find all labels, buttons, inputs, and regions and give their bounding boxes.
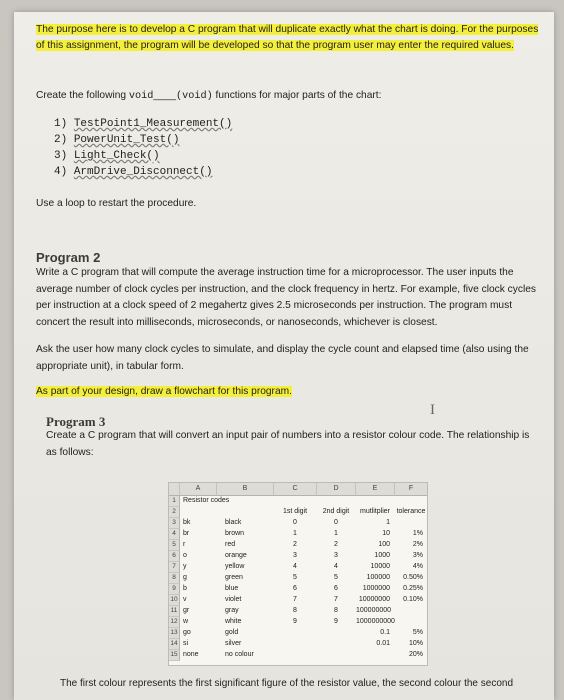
- function-item: 3) Light_Check(): [54, 150, 160, 162]
- cell-abbr: br: [183, 530, 190, 537]
- row-number: 12: [169, 617, 180, 628]
- cell-color: silver: [225, 640, 242, 647]
- function-item: 2) PowerUnit_Test(): [54, 134, 180, 146]
- cell-1st-digit: [274, 650, 316, 660]
- row-number: 8: [169, 573, 180, 584]
- cell-tolerance: 1%: [412, 530, 423, 537]
- function-name: TestPoint1_Measurement(): [73, 118, 233, 130]
- cell-2nd-digit: 7: [334, 596, 338, 603]
- cell-color: blue: [225, 585, 239, 592]
- row-number: 7: [169, 562, 180, 573]
- function-item: 4) ArmDrive_Disconnect(): [54, 166, 213, 178]
- program3-title: Program 3: [46, 414, 106, 429]
- cell-1st-digit: 7: [293, 596, 297, 603]
- footer-text: The first colour represents the first significant figure of the resistor value, the second colour the second: [60, 678, 514, 689]
- cell-tolerance: [395, 606, 423, 616]
- cell-color: white: [225, 618, 242, 625]
- create-prefix: Create the following: [36, 90, 129, 101]
- cell-1st-digit: 5: [293, 574, 297, 581]
- row-number: 15: [169, 650, 180, 661]
- row-number: 6: [169, 551, 180, 562]
- cell-multiplier: 10: [382, 530, 390, 537]
- cell-1st-digit: 8: [293, 607, 297, 614]
- cell-multiplier: 100000: [366, 574, 390, 581]
- cell-color: green: [225, 574, 243, 581]
- cell-2nd-digit: 6: [334, 585, 338, 592]
- cell-1st-digit: 6: [293, 585, 297, 592]
- cell-tolerance: 10%: [408, 640, 423, 647]
- cell-color: violet: [225, 596, 242, 603]
- cell-color: no colour: [225, 651, 254, 658]
- cell-2nd-digit: 5: [334, 574, 338, 581]
- cell-multiplier: 100000000: [356, 607, 392, 614]
- cell-tolerance: 0.50%: [403, 574, 423, 581]
- function-list: [54, 116, 232, 180]
- design-text: As part of your design, draw a flowchart for this program.: [36, 386, 292, 397]
- cell-color: gold: [225, 629, 239, 636]
- cell-abbr: bk: [183, 519, 191, 526]
- row-number: 2: [169, 507, 180, 518]
- col-header: C: [274, 483, 317, 496]
- cell-1st-digit: [274, 639, 316, 649]
- sheet-title: Resistor codes: [183, 497, 230, 504]
- col-header: B: [217, 483, 274, 496]
- cell-color: black: [225, 519, 242, 526]
- row-number: 14: [169, 639, 180, 650]
- cell-abbr: o: [183, 552, 187, 559]
- cell-abbr: b: [183, 585, 187, 592]
- cell-color: gray: [225, 607, 239, 614]
- cell-2nd-digit: 3: [334, 552, 338, 559]
- row-number: 1: [169, 496, 180, 507]
- cell-tolerance: 0.25%: [403, 585, 423, 592]
- intro-paragraph: [36, 22, 542, 54]
- create-line: [36, 88, 542, 106]
- row-number: 13: [169, 628, 180, 639]
- cell-multiplier: 100: [378, 541, 390, 548]
- blank: ____: [153, 90, 177, 101]
- program2-para2: Ask the user how many clock cycles to simulate, and display the cycle count and elapsed time (also using the appropriate unit), in tabular form.: [36, 344, 529, 372]
- program2-title: Program 2: [36, 250, 101, 265]
- header-multiplier: mutlitplier: [360, 508, 390, 515]
- cell-color: red: [225, 541, 236, 548]
- header-1st-digit: 1st digit: [282, 508, 308, 515]
- cell-2nd-digit: [317, 639, 355, 649]
- cell-tolerance: [395, 617, 423, 627]
- void-paren: (void): [176, 91, 213, 102]
- row-number: 3: [169, 518, 180, 529]
- cell-1st-digit: [274, 628, 316, 638]
- col-header: D: [317, 483, 356, 496]
- cell-2nd-digit: 1: [334, 530, 338, 537]
- cell-color: brown: [225, 530, 245, 537]
- cell-abbr: y: [183, 563, 187, 570]
- cell-tolerance: 20%: [408, 651, 423, 658]
- resistor-spreadsheet: [168, 482, 428, 666]
- cell-tolerance: 3%: [412, 552, 423, 559]
- row-number: 5: [169, 540, 180, 551]
- cell-2nd-digit: 9: [334, 618, 338, 625]
- cell-multiplier: [356, 650, 390, 660]
- cell-1st-digit: 3: [293, 552, 297, 559]
- cell-color: orange: [225, 552, 247, 559]
- cell-2nd-digit: [317, 628, 355, 638]
- cell-tolerance: 5%: [412, 629, 423, 636]
- program2-design: [36, 384, 542, 401]
- void-keyword: void: [128, 91, 154, 102]
- loop-text: Use a loop to restart the procedure.: [36, 198, 197, 209]
- cell-1st-digit: 1: [293, 530, 297, 537]
- cell-abbr: si: [183, 640, 189, 647]
- cell-1st-digit: 0: [293, 519, 297, 526]
- create-suffix: functions for major parts of the chart:: [212, 90, 382, 101]
- cell-multiplier: 1000000000: [356, 618, 395, 625]
- function-item: 1) TestPoint1_Measurement(): [54, 118, 233, 130]
- col-header: [169, 483, 180, 496]
- cell-1st-digit: 9: [293, 618, 297, 625]
- cell-abbr: gr: [183, 607, 190, 614]
- cell-abbr: g: [183, 574, 187, 581]
- cell-multiplier: 1000: [374, 552, 390, 559]
- program3-para: Create a C program that will convert an input pair of numbers into a resistor colour code. The relationship is as follows:: [46, 430, 530, 458]
- cell-multiplier: 0.1: [380, 629, 390, 636]
- row-number: 9: [169, 584, 180, 595]
- header-tolerance: tolerance: [396, 508, 426, 515]
- cell-color: yellow: [225, 563, 245, 570]
- cell-abbr: r: [183, 541, 186, 548]
- row-number: 11: [169, 606, 180, 617]
- cell-tolerance: [395, 518, 423, 528]
- cell-abbr: none: [183, 651, 199, 658]
- col-header: E: [356, 483, 395, 496]
- cell-abbr: w: [183, 618, 189, 625]
- cell-multiplier: 0.01: [376, 640, 390, 647]
- cell-tolerance: 4%: [412, 563, 423, 570]
- cell-tolerance: 0.10%: [403, 596, 423, 603]
- header-2nd-digit: 2nd digit: [322, 508, 350, 515]
- text-cursor-icon: I: [430, 402, 435, 418]
- cell-multiplier: 10000: [370, 563, 390, 570]
- cell-multiplier: 1000000: [362, 585, 390, 592]
- row-number: 4: [169, 529, 180, 540]
- cell-2nd-digit: 0: [334, 519, 338, 526]
- cell-1st-digit: 2: [293, 541, 297, 548]
- cell-2nd-digit: 8: [334, 607, 338, 614]
- intro-text: The purpose here is to develop a C program that will duplicate exactly what the chart is doing. For the purposes of this assignment, the program will be developed so that the program user may enter the required values.: [36, 24, 539, 51]
- cell-1st-digit: 4: [293, 563, 297, 570]
- function-name: PowerUnit_Test(): [73, 134, 180, 146]
- cell-2nd-digit: 2: [334, 541, 338, 548]
- cell-2nd-digit: [317, 650, 355, 660]
- program2-para1: Write a C program that will compute the average instruction time for a microprocessor. The user inputs the average number of clock cycles per instruction, and the clock frequency in hertz. For example, five clock cycles per instruction at a clock speed of 2 megahertz gives 2.5 microseconds per instruction. The program must concert the result into milliseconds, microseconds, or nanoseconds, whichever is closest.: [36, 267, 536, 328]
- row-number: 10: [169, 595, 180, 606]
- col-header: F: [395, 483, 427, 496]
- function-name: Light_Check(): [73, 150, 160, 162]
- document-page: [14, 12, 554, 700]
- col-header: A: [180, 483, 217, 496]
- function-name: ArmDrive_Disconnect(): [73, 166, 213, 178]
- cell-abbr: v: [183, 596, 187, 603]
- cell-tolerance: 2%: [412, 541, 423, 548]
- cell-2nd-digit: 4: [334, 563, 338, 570]
- cell-abbr: go: [183, 629, 191, 636]
- cell-multiplier: 10000000: [358, 596, 390, 603]
- cell-multiplier: 1: [386, 519, 390, 526]
